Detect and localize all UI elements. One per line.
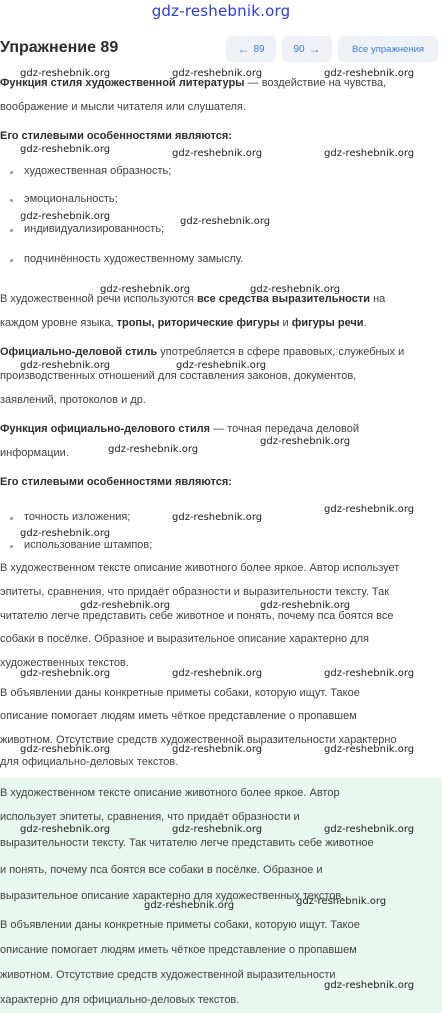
- theory-bold-term: фигуры речи: [291, 317, 364, 329]
- solution-line: описание помогает людям иметь чёткое представление о пропавшем: [0, 710, 357, 722]
- watermark: gdz-reshebnik.org: [20, 668, 111, 679]
- watermark: gdz-reshebnik.org: [20, 744, 111, 755]
- answer-line: В художественном тексте описание животного более яркое. Автор: [0, 787, 340, 799]
- watermark: gdz-reshebnik.org: [324, 824, 415, 835]
- features-heading: [0, 475, 232, 489]
- answer-line: характерно для официально-деловых текстов.: [0, 994, 240, 1006]
- theory-text: — воздействие на чувства,: [244, 77, 387, 89]
- theory-bold-term: все средства выразительности: [197, 293, 371, 305]
- features-heading: [0, 129, 232, 143]
- list-item: индивидуализированность;: [24, 223, 165, 235]
- theory-bold-term: Официально-деловой стиль: [0, 346, 158, 358]
- bullet-icon: [10, 229, 13, 232]
- theory-text: воображение и мысли читателя или слушателя.: [0, 101, 246, 113]
- answer-line: В объявлении даны конкретные приметы собаки, которую ищут. Такое: [0, 919, 360, 931]
- features-heading-text: Его стилевыми особенностями являются:: [0, 476, 232, 488]
- answer-line: выразительности тексту. Так читателю легче представить себе животное: [0, 837, 374, 849]
- watermark: gdz-reshebnik.org: [324, 744, 415, 755]
- watermark: gdz-reshebnik.org: [250, 284, 341, 295]
- theory-text: заявлений, протоколов и др.: [0, 394, 146, 406]
- watermark: gdz-reshebnik.org: [20, 144, 111, 155]
- page-title: Упражнение 89: [0, 39, 119, 56]
- watermark: gdz-reshebnik.org: [20, 211, 111, 222]
- watermark: gdz-reshebnik.org: [172, 744, 263, 755]
- watermark: gdz-reshebnik.org: [324, 980, 415, 991]
- site-logo[interactable]: gdz-reshebnik.org: [151, 2, 291, 20]
- watermark: gdz-reshebnik.org: [20, 360, 111, 371]
- list-item: использование штампов;: [24, 539, 153, 551]
- list-item: точность изложения;: [24, 511, 131, 523]
- theory-text: производственных отношений для составления законов, документов,: [0, 370, 357, 382]
- theory-text: .: [363, 317, 367, 329]
- next-exercise-label: 90: [293, 43, 305, 55]
- solution-line: для официально-деловых текстов.: [0, 756, 179, 768]
- theory-paragraph: [0, 316, 367, 330]
- theory-text: — точная передача деловой: [210, 423, 359, 435]
- theory-bold-term: тропы, риторические фигуры: [116, 317, 280, 329]
- prev-exercise-label: 89: [253, 43, 265, 55]
- solution-line: животном. Отсутствие средств художественной выразительности характерно: [0, 734, 397, 746]
- arrow-left-icon: ←: [237, 42, 250, 56]
- watermark: gdz-reshebnik.org: [172, 512, 263, 523]
- solution-line: эпитеты, сравнения, что придаёт образности и выразительности тексту. Так: [0, 586, 390, 598]
- list-item: эмоциональность;: [24, 193, 118, 205]
- bullet-icon: [10, 259, 13, 262]
- watermark: gdz-reshebnik.org: [324, 148, 415, 159]
- bullet-icon: [10, 171, 13, 174]
- answer-line: выразительное описание характерно для художественных текстов.: [0, 890, 345, 902]
- answer-line: использует эпитеты, сравнения, что придаёт образности и: [0, 811, 300, 823]
- answer-line: животном. Отсутствие средств художественной выразительности: [0, 969, 336, 981]
- theory-text: на: [370, 293, 386, 305]
- watermark: gdz-reshebnik.org: [100, 284, 191, 295]
- watermark: gdz-reshebnik.org: [260, 600, 351, 611]
- watermark: gdz-reshebnik.org: [172, 668, 263, 679]
- watermark: gdz-reshebnik.org: [324, 668, 415, 679]
- watermark: gdz-reshebnik.org: [180, 216, 271, 227]
- solution-line: В объявлении даны конкретные приметы собаки, которую ищут. Такое: [0, 687, 360, 699]
- watermark: gdz-reshebnik.org: [260, 436, 351, 447]
- theory-text: В художественной речи используются: [0, 293, 198, 305]
- features-heading-text: Его стилевыми особенностями являются:: [0, 130, 232, 142]
- theory-paragraph: [0, 422, 359, 436]
- theory-bold-term: Функция стиля художественной литературы: [0, 77, 245, 89]
- arrow-right-icon: →: [308, 42, 321, 56]
- theory-text: информации.: [0, 447, 69, 459]
- watermark: gdz-reshebnik.org: [324, 504, 415, 515]
- bullet-icon: [10, 517, 13, 520]
- watermark: gdz-reshebnik.org: [324, 68, 415, 79]
- theory-text: и: [279, 317, 292, 329]
- watermark: gdz-reshebnik.org: [172, 148, 263, 159]
- theory-paragraph: [0, 345, 404, 359]
- watermark: gdz-reshebnik.org: [144, 900, 235, 911]
- answer-line: описание помогает людям иметь чёткое представление о пропавшем: [0, 944, 357, 956]
- watermark: gdz-reshebnik.org: [20, 528, 111, 539]
- solution-line: читателю легче представить себе животное и понять, почему пса боятся все: [0, 610, 394, 622]
- theory-bold-term: Функция официально-делового стиля: [0, 423, 211, 435]
- bullet-icon: [10, 545, 13, 548]
- watermark: gdz-reshebnik.org: [176, 360, 267, 371]
- bullet-icon: [10, 199, 13, 202]
- watermark: gdz-reshebnik.org: [172, 68, 263, 79]
- theory-text: каждом уровне языка,: [0, 317, 117, 329]
- watermark: gdz-reshebnik.org: [20, 824, 111, 835]
- answer-line: и понять, почему пса боятся все собаки в посёлке. Образное и: [0, 864, 323, 876]
- list-item: подчинённость художественному замыслу.: [24, 253, 244, 265]
- watermark: gdz-reshebnik.org: [108, 444, 199, 455]
- watermark: gdz-reshebnik.org: [80, 600, 171, 611]
- solution-line: В художественном тексте описание животного более яркое. Автор использует: [0, 562, 400, 574]
- all-exercises-label: Все упражнения: [351, 43, 425, 55]
- list-item: художественная образность;: [24, 165, 172, 177]
- watermark: gdz-reshebnik.org: [20, 68, 111, 79]
- solution-line: собаки в посёлке. Образное и выразительное описание характерно для: [0, 633, 369, 645]
- watermark: gdz-reshebnik.org: [296, 896, 387, 907]
- theory-text: употребляется в сфере правовых, служебных и: [157, 346, 405, 358]
- solution-line: художественных текстов.: [0, 657, 129, 669]
- watermark: gdz-reshebnik.org: [172, 824, 263, 835]
